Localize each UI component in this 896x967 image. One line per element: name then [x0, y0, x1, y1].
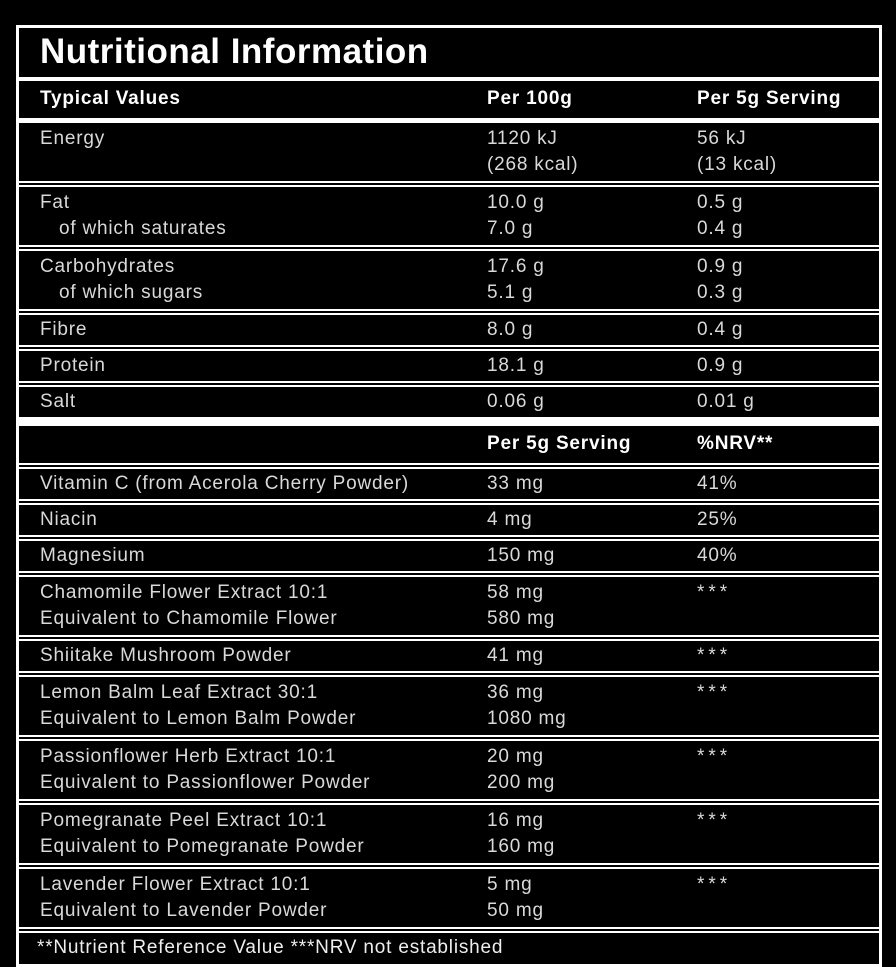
row-value-per-serving: 16 mg [487, 810, 544, 831]
table2-header-row [19, 426, 879, 463]
supplement-row [19, 872, 879, 898]
row-group-fibre [19, 315, 879, 345]
row-value-per-serving: 5 mg [487, 874, 533, 895]
row-value-nrv: *** [697, 682, 732, 703]
row-group-carbohydrates [19, 251, 879, 309]
row-value-nrv [697, 898, 879, 924]
column-header-typical-values: Typical Values [40, 88, 181, 109]
row-label: Pomegranate Peel Extract 10:1 [40, 810, 328, 831]
supplement-row [19, 643, 879, 669]
supplement-subrow [19, 770, 879, 796]
row-value-per100g: 18.1 g [487, 355, 545, 376]
row-label: Passionflower Herb Extract 10:1 [40, 746, 337, 767]
row-value-per100g: 0.06 g [487, 391, 545, 412]
supplement-row [19, 471, 879, 497]
row-value-per-serving: 0.9 g [697, 256, 744, 277]
row-label: Shiitake Mushroom Powder [40, 645, 292, 666]
row-group-shiitake [19, 641, 879, 671]
row-value-nrv [697, 770, 879, 796]
row-label: Magnesium [40, 545, 146, 566]
row-label: of which saturates [59, 218, 227, 239]
nutrition-subrow [19, 216, 879, 242]
row-value-per100g: 8.0 g [487, 319, 534, 340]
row-group-lemon-balm [19, 677, 879, 735]
row-value-nrv: 41% [697, 473, 738, 494]
row-value-per-serving: 4 mg [487, 509, 533, 530]
row-group-fat [19, 187, 879, 245]
supplement-subrow [19, 706, 879, 732]
row-label: Lemon Balm Leaf Extract 30:1 [40, 682, 318, 703]
row-label: Carbohydrates [40, 256, 176, 277]
row-value-per-serving: 0.3 g [697, 282, 744, 303]
column-header-per-5g-serving: Per 5g Serving [487, 433, 632, 454]
row-value-per-serving: 0.4 g [697, 319, 744, 340]
row-label: Equivalent to Chamomile Flower [40, 608, 338, 629]
row-value-per-serving: (13 kcal) [697, 154, 778, 175]
section-divider-band [19, 417, 879, 426]
row-group-energy [19, 123, 879, 181]
row-value-nrv: 40% [697, 545, 738, 566]
row-label: Equivalent to Pomegranate Powder [40, 836, 365, 857]
row-group-vitamin-c [19, 469, 879, 499]
row-value-per-serving: 41 mg [487, 645, 544, 666]
row-value-per-serving: 58 mg [487, 582, 544, 603]
row-value-per100g: 1120 kJ [487, 128, 558, 149]
supplement-row [19, 680, 879, 706]
row-group-protein [19, 351, 879, 381]
row-value-per-serving: 0.9 g [697, 355, 744, 376]
row-value-per-serving: 50 mg [487, 900, 544, 921]
title-section [19, 28, 879, 77]
supplement-row [19, 580, 879, 606]
nutrition-row [19, 152, 879, 178]
row-label: Equivalent to Lavender Powder [40, 900, 328, 921]
row-value-per100g: 17.6 g [487, 256, 545, 277]
nutrition-label [16, 25, 882, 967]
row-value-per-serving: 56 kJ [697, 128, 747, 149]
row-value-per-serving: 150 mg [487, 545, 556, 566]
row-value-nrv: *** [697, 810, 732, 831]
supplement-row [19, 744, 879, 770]
row-label: of which sugars [59, 282, 204, 303]
row-value-per100g: 5.1 g [487, 282, 534, 303]
nutrition-row [19, 126, 879, 152]
row-value-per-serving: 200 mg [487, 772, 556, 793]
row-value-per-serving: 33 mg [487, 473, 544, 494]
column-header-nrv: %NRV** [697, 433, 774, 454]
nutrition-subrow [19, 280, 879, 306]
row-label: Salt [40, 391, 76, 412]
footnote-section [19, 933, 879, 964]
column-header-per-100g: Per 100g [487, 88, 573, 109]
row-value-per-serving: 160 mg [487, 836, 556, 857]
row-value-nrv [697, 706, 879, 732]
row-value-nrv: 25% [697, 509, 738, 530]
row-value-per-serving: 0.4 g [697, 218, 744, 239]
column-header-per-5g-serving: Per 5g Serving [697, 88, 842, 109]
nutrition-row [19, 389, 879, 415]
supplement-row [19, 543, 879, 569]
row-label: Equivalent to Passionflower Powder [40, 772, 371, 793]
row-value-nrv: *** [697, 645, 732, 666]
nutrition-row [19, 254, 879, 280]
row-group-passionflower [19, 741, 879, 799]
supplement-subrow [19, 834, 879, 860]
row-label: Fibre [40, 319, 88, 340]
row-label: Niacin [40, 509, 98, 530]
row-group-lavender [19, 869, 879, 927]
column-header-blank [19, 431, 487, 457]
row-value-per-serving: 20 mg [487, 746, 544, 767]
row-label: Protein [40, 355, 106, 376]
table1-header-row [19, 81, 879, 118]
supplement-row [19, 507, 879, 533]
nutrition-row [19, 317, 879, 343]
supplement-subrow [19, 898, 879, 924]
row-value-per100g: 7.0 g [487, 218, 534, 239]
row-value-nrv [697, 606, 879, 632]
row-value-per100g: 10.0 g [487, 192, 545, 213]
footnote-text: **Nutrient Reference Value ***NRV not established [37, 937, 504, 958]
row-value-per-serving: 580 mg [487, 608, 556, 629]
row-value-per100g: (268 kcal) [487, 154, 579, 175]
row-group-salt [19, 387, 879, 417]
row-group-pomegranate [19, 805, 879, 863]
nutrition-row [19, 190, 879, 216]
row-label: Lavender Flower Extract 10:1 [40, 874, 311, 895]
row-label: Equivalent to Lemon Balm Powder [40, 708, 357, 729]
row-value-nrv: *** [697, 874, 732, 895]
supplement-row [19, 808, 879, 834]
row-group-niacin [19, 505, 879, 535]
row-value-nrv: *** [697, 746, 732, 767]
row-group-chamomile [19, 577, 879, 635]
row-value-per-serving: 0.5 g [697, 192, 744, 213]
page-title: Nutritional Information [40, 32, 429, 71]
row-value-nrv: *** [697, 582, 732, 603]
row-value-per-serving: 36 mg [487, 682, 544, 703]
row-value-nrv [697, 834, 879, 860]
nutrition-row [19, 353, 879, 379]
row-label: Vitamin C (from Acerola Cherry Powder) [40, 473, 409, 494]
row-group-magnesium [19, 541, 879, 571]
row-label [19, 152, 487, 178]
supplement-subrow [19, 606, 879, 632]
row-label: Energy [40, 128, 106, 149]
row-value-per-serving: 1080 mg [487, 708, 567, 729]
row-label: Fat [40, 192, 70, 213]
row-label: Chamomile Flower Extract 10:1 [40, 582, 329, 603]
row-value-per-serving: 0.01 g [697, 391, 755, 412]
